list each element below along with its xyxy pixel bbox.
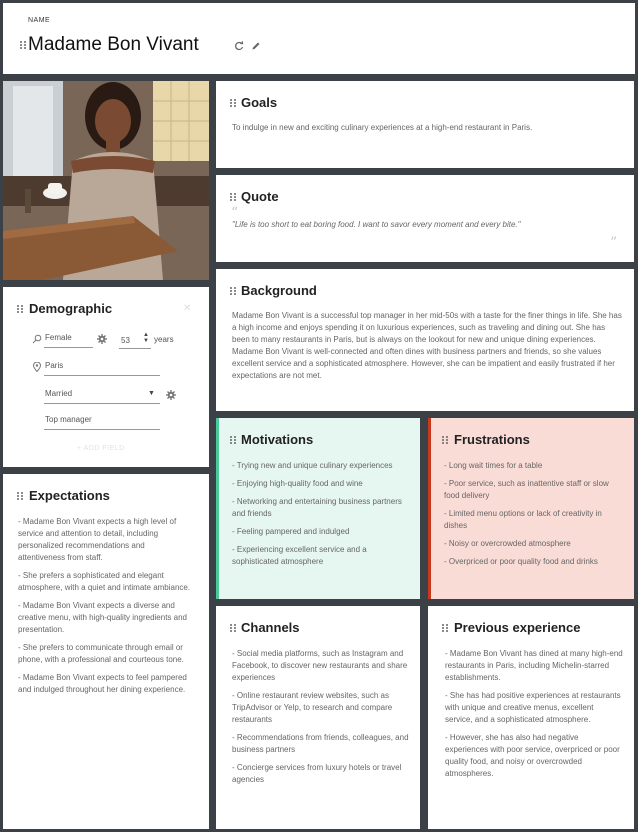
drag-handle-icon[interactable] xyxy=(442,436,448,445)
previous-experience-card xyxy=(428,606,634,829)
expectations-list[interactable] xyxy=(18,516,194,702)
list-item: - She prefers a sophisticated and elegant atmosphere, with a quiet and intimate ambiance. xyxy=(18,571,191,592)
caret-down-icon[interactable]: ▼ xyxy=(148,390,155,397)
list-item: - Feeling pampered and indulged xyxy=(232,527,350,536)
drag-handle-icon[interactable] xyxy=(17,305,23,314)
list-item: - Concierge services from luxury hotels or travel agencies xyxy=(232,763,402,784)
list-item: - Long wait times for a table xyxy=(444,461,543,470)
age-field[interactable]: 53 xyxy=(121,336,130,345)
goals-title: Goals xyxy=(241,95,278,110)
close-icon[interactable]: ✕ xyxy=(183,303,192,314)
drag-handle-icon[interactable] xyxy=(230,193,236,202)
age-stepper[interactable]: ▲ ▼ xyxy=(143,332,149,344)
list-item: - Experiencing excellent service and a sophisticated atmosphere xyxy=(232,545,367,566)
list-item: - However, she has also had negative experiences with poor service, overpriced or poor quality food, and noisy or overcrowded atmospheres. xyxy=(445,733,620,778)
motivations-list[interactable] xyxy=(232,460,408,574)
motivations-card xyxy=(216,418,420,599)
channels-card xyxy=(216,606,420,829)
previous-experience-list[interactable] xyxy=(445,648,623,786)
drag-handle-icon[interactable] xyxy=(230,624,236,633)
frustrations-card xyxy=(428,418,634,599)
previous-experience-title: Previous experience xyxy=(454,620,581,635)
age-field-underline xyxy=(119,348,151,349)
drag-handle-icon[interactable] xyxy=(17,492,23,501)
list-item: - She prefers to communicate through email or phone, with a professional and courteous tone. xyxy=(18,643,184,664)
drag-handle-icon[interactable] xyxy=(442,624,448,633)
quote-close-icon: ” xyxy=(610,235,618,251)
age-unit: years xyxy=(154,335,174,344)
frustrations-title: Frustrations xyxy=(454,432,530,447)
gear-icon[interactable] xyxy=(166,390,176,400)
quote-open-icon: “ xyxy=(231,205,239,221)
list-item: - Madame Bon Vivant expects a high level of service and attention to detail, including personalized recommendations and attentiveness from staff. xyxy=(18,517,177,562)
list-item: - Madame Bon Vivant has dined at many high-end restaurants in Paris, including Michelin-starred establishments. xyxy=(445,649,623,682)
name-label: NAME xyxy=(28,17,51,24)
background-card xyxy=(216,269,634,411)
occupation-field-underline xyxy=(44,429,160,430)
list-item: - Enjoying high-quality food and wine xyxy=(232,479,363,488)
list-item: - Social media platforms, such as Instagram and Facebook, to discover new restaurants and share experiences xyxy=(232,649,408,682)
list-item: - Limited menu options or lack of creativity in dishes xyxy=(444,509,602,530)
demographic-card xyxy=(3,287,209,467)
drag-handle-icon[interactable] xyxy=(230,99,236,108)
persona-photo-image xyxy=(3,81,209,280)
marital-status-select[interactable]: Married xyxy=(45,389,73,398)
refresh-icon[interactable] xyxy=(234,41,244,51)
list-item: - Online restaurant review websites, such as TripAdvisor or Yelp, to research and compare restaurants xyxy=(232,691,393,724)
list-item: - She has had positive experiences at restaurants with unique and creative menus, excellent service, and a sophisticated atmosphere. xyxy=(445,691,621,724)
drag-handle-icon[interactable] xyxy=(230,287,236,296)
channels-title: Channels xyxy=(241,620,300,635)
occupation-field[interactable]: Top manager xyxy=(45,415,92,424)
background-title: Background xyxy=(241,283,317,298)
gear-icon[interactable] xyxy=(97,334,107,344)
background-text[interactable]: Madame Bon Vivant is a successful top manager in her mid-50s with a taste for the finer things in life. She has a high income and enjoys spending it on luxurious experiences, such as traveling and dining out. She has been to many restaurants in Paris, but is always on the lookout for new and unique dining experiences. Madame Bon Vivant is well-connected and often dines with business partners and friends, so she values excellent service and a sophisticated atmosphere. However, she can be impatient and easily frustrated if her expectations are not met. xyxy=(232,311,622,380)
list-item: - Networking and entertaining business partners and friends xyxy=(232,497,402,518)
location-field-underline xyxy=(44,375,160,376)
quote-card xyxy=(216,175,634,262)
motivations-title: Motivations xyxy=(241,432,314,447)
list-item: - Overpriced or poor quality food and drinks xyxy=(444,557,598,566)
quote-text[interactable]: "Life is too short to eat boring food. I want to savor every moment and every bite." xyxy=(232,220,521,229)
gender-icon xyxy=(32,334,42,344)
drag-handle-icon[interactable] xyxy=(20,41,26,50)
list-item: - Poor service, such as inattentive staff or slow food delivery xyxy=(444,479,609,500)
demographic-title: Demographic xyxy=(29,301,113,316)
quote-title: Quote xyxy=(241,189,279,204)
header-card xyxy=(3,3,635,74)
list-item: - Trying new and unique culinary experiences xyxy=(232,461,393,470)
list-item: - Madame Bon Vivant expects to feel pampered and indulged throughout her dining experience. xyxy=(18,673,187,694)
persona-name[interactable]: Madame Bon Vivant xyxy=(28,34,199,55)
persona-photo xyxy=(3,81,209,280)
add-field-button[interactable]: + ADD FIELD xyxy=(77,445,125,452)
expectations-title: Expectations xyxy=(29,488,110,503)
drag-handle-icon[interactable] xyxy=(230,436,236,445)
location-pin-icon xyxy=(33,362,41,372)
list-item: - Noisy or overcrowded atmosphere xyxy=(444,539,571,548)
marital-status-underline xyxy=(44,403,160,404)
list-item: - Recommendations from friends, colleagues, and business partners xyxy=(232,733,409,754)
frustrations-list[interactable] xyxy=(444,460,624,574)
list-item: - Madame Bon Vivant expects a diverse and creative menu, with high-quality ingredients and presentation. xyxy=(18,601,187,634)
channels-list[interactable] xyxy=(232,648,410,792)
goals-card xyxy=(216,81,634,168)
pencil-icon[interactable] xyxy=(251,41,261,51)
gender-field-underline xyxy=(44,347,93,348)
expectations-card xyxy=(3,474,209,829)
goals-text[interactable]: To indulge in new and exciting culinary experiences at a high-end restaurant in Paris. xyxy=(232,123,533,132)
gender-field[interactable]: Female xyxy=(45,333,72,342)
location-field[interactable]: Paris xyxy=(45,361,64,370)
